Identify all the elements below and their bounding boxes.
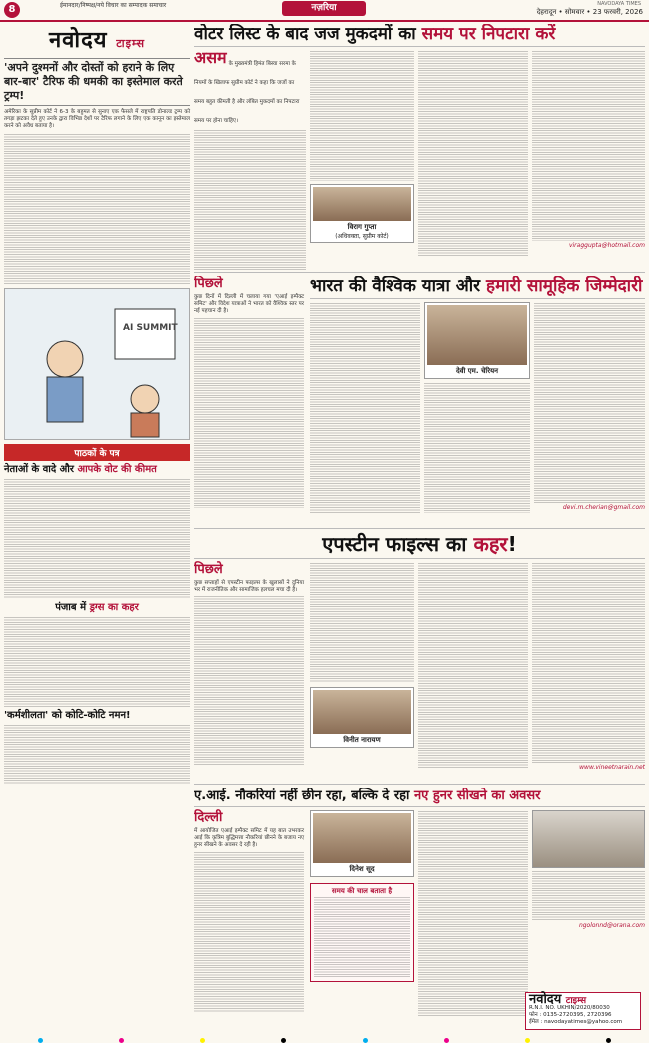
dateline: देहरादून • सोमवार • 23 फरवरी, 2026	[536, 8, 643, 16]
story-3-lead: कुछ सप्ताहों से एपस्टीन फाइल्स के खुलासों ने दुनिया भर में राजनीतिक और सामाजिक हलचल मचा दी है।	[194, 580, 304, 594]
footer-line-2: फोन : 0135-2720395, 2720396	[529, 1012, 612, 1018]
story-4-col3	[418, 811, 528, 1016]
section-title: नज़रिया	[282, 1, 366, 16]
story-4-headline	[194, 788, 645, 807]
masthead	[0, 0, 649, 22]
story-3-email: www.vineetnarain.net	[579, 764, 645, 771]
black-mark	[281, 1038, 286, 1043]
story-3-col4	[532, 563, 645, 763]
site-label: NAVODAYA TIMES	[597, 1, 641, 7]
story-4-headline-a: ए.आई. नौकरियां नहीं छीन रहा, बल्कि दे रहा	[194, 788, 410, 803]
story-2-headline	[310, 276, 645, 299]
cartoon-illustration	[5, 289, 190, 439]
story-2-headline-a: भारत की वैश्विक यात्रा और	[310, 276, 481, 296]
brand-suffix: टाइम्स	[116, 37, 146, 50]
story-4-col1	[194, 852, 304, 1012]
story-3-col2	[310, 563, 414, 683]
footer-line-1: R.N.I. NO. UKHIN/2020/80030	[529, 1005, 610, 1011]
footer-brand: नवोदय	[529, 992, 562, 1007]
yellow-mark	[200, 1038, 205, 1043]
cartoon-caption: AI SUMMIT	[123, 322, 178, 333]
story-2-headline-b: हमारी सामूहिक जिम्मेदारी	[486, 276, 643, 296]
poem-title: समय की चाल बताता है	[331, 887, 393, 895]
story-3-col1	[194, 596, 304, 766]
story-2-col3	[424, 383, 530, 513]
left-column	[4, 24, 190, 1036]
story-3-headline	[194, 532, 645, 559]
story-2-author-photo	[427, 305, 527, 365]
story-3-kicker: पिछले	[194, 562, 223, 577]
story-4-photo	[532, 810, 645, 868]
story-4-email: ngolonnd@orana.com	[578, 922, 645, 929]
story-1	[194, 24, 645, 270]
page-number: 8	[4, 2, 20, 18]
black-mark	[606, 1038, 611, 1043]
story-3-author-box	[310, 687, 414, 748]
letter-body-2	[4, 617, 190, 707]
story-3-headline-a: एपस्टीन फाइल्स का	[322, 532, 467, 556]
footer-imprint	[525, 992, 641, 1030]
story-4-kicker: दिल्ली	[194, 810, 223, 825]
story-1-author-role: (अधिवक्ता, सुप्रीम कोर्ट)	[335, 233, 389, 240]
story-2-col4	[534, 303, 645, 503]
story-2-email: devi.m.cherian@gmail.com	[562, 504, 645, 511]
story-1-dropcap: असम	[194, 48, 227, 67]
story-3	[194, 532, 645, 782]
tagline: ईमानदार/निष्पक्ष/नये विचार का सम्पादक समाचार	[60, 2, 167, 9]
poem-box	[310, 883, 414, 982]
story-2-col1	[194, 318, 304, 508]
story-1-col4	[532, 51, 645, 241]
story-2	[194, 276, 645, 526]
letter-title-2b: ड्रग्स का कहर	[89, 601, 139, 613]
story-3-headline-b: कहर	[473, 532, 508, 556]
story-1-headline	[194, 24, 645, 47]
poem-body	[314, 897, 410, 977]
story-1-headline-a: वोटर लिस्ट के बाद जज मुकदमों का	[194, 24, 416, 44]
yellow-mark	[525, 1038, 530, 1043]
story-1-col1	[194, 130, 306, 270]
letter-title-1a: नेताओं के वादे और	[4, 463, 74, 475]
editorial-title: 'अपने दुश्मनों और दोस्तों को हराने के लिए बार-बार' टैरिफ की धमकी का इस्तेमाल करते ट्रम्प!	[4, 58, 190, 106]
footer-brand-name	[529, 992, 637, 1007]
story-1-headline-b: समय पर निपटारा करें	[421, 24, 556, 44]
cyan-mark	[38, 1038, 43, 1043]
story-2-author: देवी एम. चेरियन	[455, 367, 499, 375]
story-2-kicker: पिछले	[194, 276, 223, 291]
letter-title-2a: पंजाब में	[55, 601, 87, 613]
cyan-mark	[363, 1038, 368, 1043]
story-3-col3	[418, 563, 528, 768]
magenta-mark	[119, 1038, 124, 1043]
story-1-author: विराग गुप्ता	[347, 223, 377, 231]
story-1-email: viraggupta@hotmail.com	[568, 242, 645, 249]
letter-title-3: 'कर्मशीलता' को कोटि-कोटि नमन!	[4, 709, 131, 721]
letter-title-2	[4, 602, 190, 614]
cartoon	[4, 288, 190, 440]
story-1-col2	[310, 51, 414, 181]
brand-logo	[4, 24, 190, 54]
story-4-lead: में आयोजित एआई इम्पैक्ट समिट में यह बात उभरकर आई कि कृत्रिम बुद्धिमत्ता नौकरियां छीनने के बजाय नए हुनर सीखने के अवसर दे रही है।	[194, 828, 304, 849]
story-3-author-photo	[313, 690, 411, 734]
editorial-body	[4, 134, 190, 284]
letter-title-1	[4, 464, 190, 476]
story-2-author-box	[424, 302, 530, 379]
story-2-col2	[310, 303, 420, 513]
footer-brand-suffix: टाइम्स	[565, 996, 587, 1006]
footer-line-3: ईमेल : navodayatimes@yahoo.com	[529, 1019, 623, 1025]
story-1-author-photo	[313, 187, 411, 221]
story-4-headline-b: नए हुनर सीखने का अवसर	[413, 788, 541, 803]
story-1-lead: के मुख्यमंत्री हिमंत बिस्वा सरमा के नियमों के खिलाफ सुप्रीम कोर्ट ने कहा कि जजों का समय बहुत कीमती है और लंबित मुकदमों का निपटारा समय पर होना चाहिए।	[194, 61, 300, 124]
story-4-author-box	[310, 810, 414, 877]
story-3-headline-c: !	[507, 532, 517, 556]
story-4-author-photo	[313, 813, 411, 863]
letter-body-3	[4, 725, 190, 785]
story-1-col3	[418, 51, 528, 256]
magenta-mark	[444, 1038, 449, 1043]
story-1-author-box	[310, 184, 414, 243]
story-4-col4	[532, 871, 645, 921]
brand-name: नवोदय	[48, 27, 108, 53]
editorial-lead: अमेरिका के सुप्रीम कोर्ट ने 6-3 के बहुमत से सुनाए एक फैसले में राष्ट्रपति डोनाल्ड ट्रम्प को तगड़ा झटका देते हुए उनके द्वारा विभिन्न देशों पर टैरिफ लगाने के लिए एक कानून का इस्तेमाल करने को अवैध बताया है।	[4, 109, 190, 130]
story-2-lead: कुछ दिनों में दिल्ली में चलाया गया 'एआई इम्पैक्ट समिट' और विदेश यात्राओं ने भारत को वैश्विक स्तर पर नई पहचान दी है।	[194, 294, 304, 315]
letter-title-1b: आपके वोट की कीमत	[77, 463, 157, 475]
letters-header: पाठकों के पत्र	[4, 444, 190, 461]
story-4-author: दिनेश सूद	[349, 865, 375, 873]
main-area	[194, 24, 645, 1036]
letter-body-1	[4, 479, 190, 599]
story-3-author: विनीत नारायण	[343, 736, 381, 744]
print-registration-marks	[0, 1037, 649, 1043]
